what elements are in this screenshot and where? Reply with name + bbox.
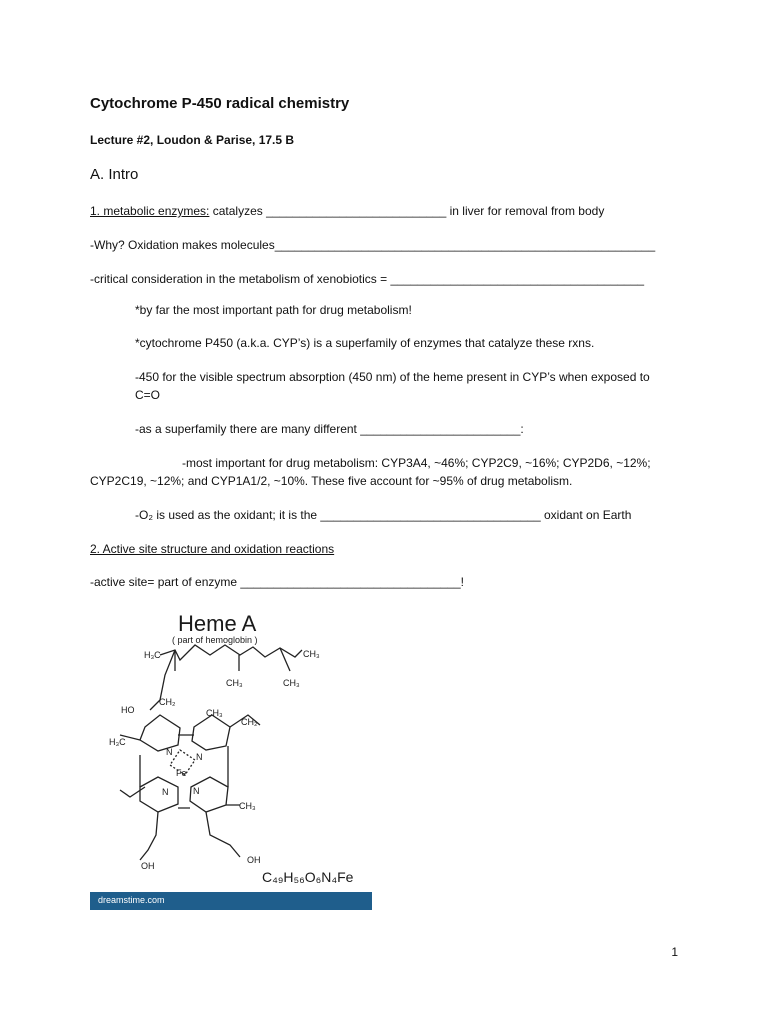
indent-cyp-list-b: CYP2C19, ~12%; and CYP1A1/2, ~10%. These five account for ~95% of drug metabolism. [90, 474, 573, 488]
label-n3: N [162, 787, 169, 797]
watermark-bar [90, 892, 372, 910]
item-metabolic-enzymes-text: catalyzes ___________________________ in liver for removal from body [209, 204, 605, 218]
label-ch3-a: CH₃ [226, 678, 243, 688]
critical-line: -critical consideration in the metabolism of xenobiotics = ______________________________________ [90, 272, 645, 286]
indent-drug-metabolism: *by far the most important path for drug metabolism! [135, 303, 412, 317]
indent-450-absorption: -450 for the visible spectrum absorption (450 nm) of the heme present in CYP’s when exposed to C=O [135, 370, 650, 402]
figure-heading: Heme A [178, 611, 257, 636]
label-ch3-right: CH₃ [303, 649, 320, 659]
indent-o2-oxidant: -O₂ is used as the oxidant; it is the _________________________________ oxidant on Earth [135, 508, 632, 522]
lecture-subtitle: Lecture #2, Loudon & Parise, 17.5 B [90, 133, 295, 147]
label-n4: N [193, 786, 200, 796]
heme-bonds [120, 645, 302, 860]
why-line: -Why? Oxidation makes molecules_________________________________________________________ [90, 238, 656, 252]
watermark-text: dreamstime.com [98, 895, 165, 905]
label-h3c-top: H₃C [144, 650, 161, 660]
figure-caption: ( part of hemoglobin ) [172, 635, 258, 645]
indent-many-different: -as a superfamily there are many different ________________________: [135, 422, 524, 436]
label-oh-left: OH [141, 861, 155, 871]
label-ho: HO [121, 705, 135, 715]
section-heading-intro: A. Intro [90, 166, 139, 183]
label-h3c-left: H₃C [109, 737, 126, 747]
label-ch3-ring: CH₃ [206, 708, 223, 718]
page-number: 1 [671, 945, 678, 959]
active-site-line: -active site= part of enzyme _________________________________! [90, 575, 464, 589]
item-active-site-heading: 2. Active site structure and oxidation reactions [90, 542, 335, 556]
document-title: Cytochrome P-450 radical chemistry [90, 95, 350, 112]
heme-a-structure [90, 605, 372, 892]
label-ch3-lower: CH₃ [239, 801, 256, 811]
label-oh-right: OH [247, 855, 261, 865]
label-n1: N [166, 747, 173, 757]
indent-cyp-superfamily: *cytochrome P450 (a.k.a. CYP’s) is a superfamily of enzymes that catalyze these rxns. [135, 336, 595, 350]
item-metabolic-enzymes [90, 202, 604, 220]
label-ch2-vinyl: CH₂ [241, 717, 258, 727]
label-ch3-b: CH₃ [283, 678, 300, 688]
molecular-formula: C₄₉H₅₆O₆N₄Fe [262, 869, 354, 885]
indent-cyp-list-a: -most important for drug metabolism: CYP3A4, ~46%; CYP2C9, ~16%; CYP2D6, ~12%; [182, 456, 651, 470]
label-ch2: CH₂ [159, 697, 176, 707]
label-fe: Fe [176, 768, 187, 778]
item-metabolic-enzymes-label: 1. metabolic enzymes: [90, 204, 210, 218]
heme-a-figure [90, 605, 372, 910]
label-n2: N [196, 752, 203, 762]
